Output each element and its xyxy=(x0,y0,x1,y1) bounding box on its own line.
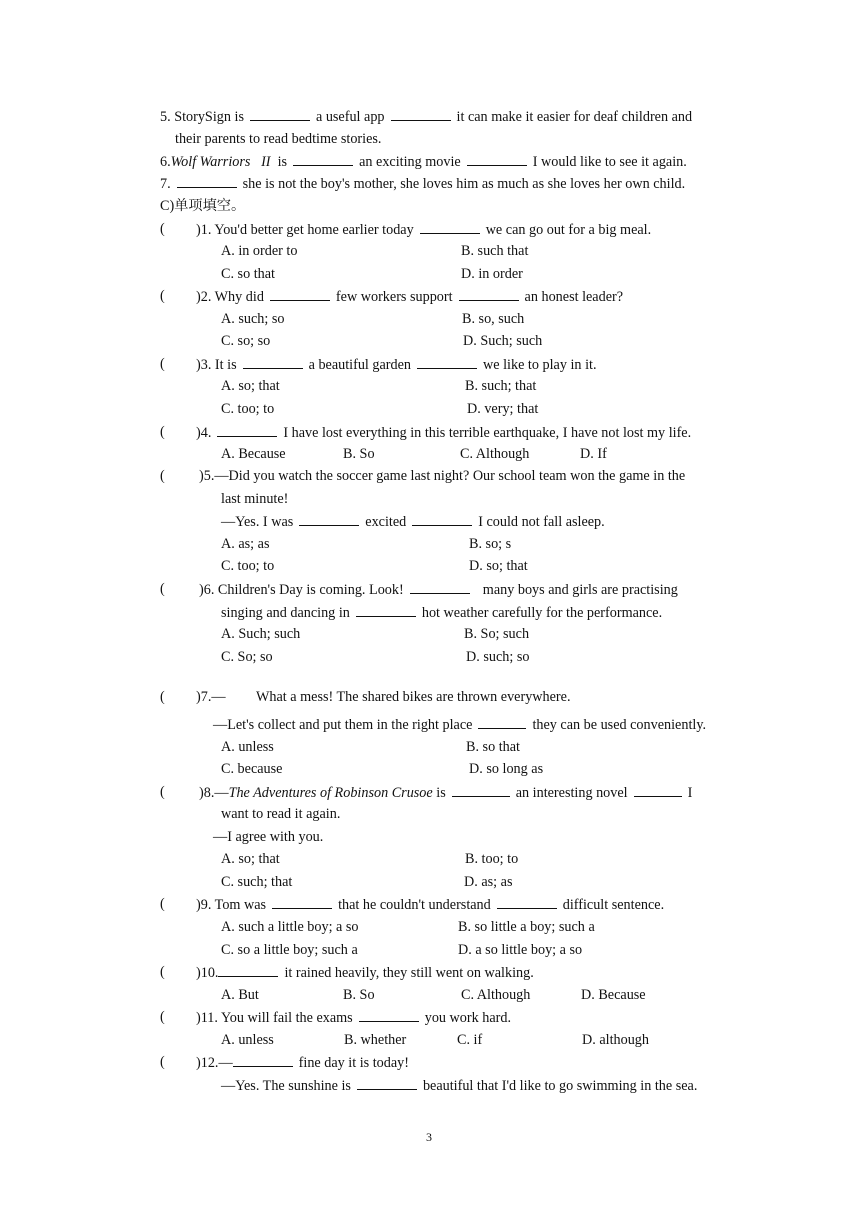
question-8-option-d: D. as; as xyxy=(464,874,513,890)
question-6-option-a: A. Such; such xyxy=(221,626,301,642)
question-6-stem-cont: singing and dancing in hot weather carefully for the performance. xyxy=(221,605,663,621)
question-6-option-d: D. such; so xyxy=(466,649,530,665)
question-12-paren: ( xyxy=(160,1054,165,1070)
question-6-option-b: B. So; such xyxy=(464,626,530,642)
question-2-option-c: C. so; so xyxy=(221,333,271,349)
question-4-stem: )4. I have lost everything in this terrible earthquake, I have not lost my life. xyxy=(196,425,692,441)
question-5-option-c: C. too; to xyxy=(221,558,275,574)
question-7-reply: —Let's collect and put them in the right place they can be used conveniently. xyxy=(213,717,707,733)
section-c-title: C)单项填空。 xyxy=(160,198,246,214)
question-9-stem: )9. Tom was that he couldn't understand difficult sentence. xyxy=(196,897,665,913)
question-1-option-d: D. in order xyxy=(461,266,523,282)
question-5-reply: —Yes. I was excited I could not fall asleep. xyxy=(221,514,605,530)
question-9-option-c: C. so a little boy; such a xyxy=(221,942,358,958)
question-8-option-c: C. such; that xyxy=(221,874,293,890)
question-10-option-d: D. Because xyxy=(581,987,646,1003)
question-8-reply: —I agree with you. xyxy=(213,829,324,845)
question-9-option-d: D. a so little boy; a so xyxy=(458,942,583,958)
question-4-option-c: C. Although xyxy=(460,446,530,462)
question-1-stem: )1. You'd better get home earlier today we can go out for a big meal. xyxy=(196,222,652,238)
q5-line1: 5. StorySign is a useful app it can make it easier for deaf children and xyxy=(160,109,693,125)
question-9-paren: ( xyxy=(160,896,165,912)
question-1-option-c: C. so that xyxy=(221,266,275,282)
question-4-paren: ( xyxy=(160,424,165,440)
question-11-paren: ( xyxy=(160,1009,165,1025)
question-7-stem-text: What a mess! The shared bikes are thrown everywhere. xyxy=(256,689,571,705)
question-4-option-d: D. If xyxy=(580,446,607,462)
question-6-stem: )6. Children's Day is coming. Look! many boys and girls are practising xyxy=(199,582,678,598)
question-1-option-a: A. in order to xyxy=(221,243,298,259)
question-8-option-b: B. too; to xyxy=(465,851,519,867)
question-10-option-a: A. But xyxy=(221,987,259,1003)
question-5-stem-cont: last minute! xyxy=(221,491,289,507)
question-7-option-c: C. because xyxy=(221,761,283,777)
question-2-option-d: D. Such; such xyxy=(463,333,543,349)
question-10-option-c: C. Although xyxy=(461,987,531,1003)
question-8-paren: ( xyxy=(160,784,165,800)
question-3-stem: )3. It is a beautiful garden we like to play in it. xyxy=(196,357,597,373)
question-5-stem: )5.—Did you watch the soccer game last night? Our school team won the game in the xyxy=(199,468,686,484)
question-9-option-a: A. such a little boy; a so xyxy=(221,919,359,935)
question-3-option-a: A. so; that xyxy=(221,378,280,394)
question-7-option-a: A. unless xyxy=(221,739,274,755)
question-2-stem: )2. Why did few workers support an honest leader? xyxy=(196,289,624,305)
page-number: 3 xyxy=(426,1130,432,1144)
q5-line2: their parents to read bedtime stories. xyxy=(175,131,382,147)
question-11-option-d: D. although xyxy=(582,1032,649,1048)
question-7-option-d: D. so long as xyxy=(469,761,544,777)
question-11-stem: )11. You will fail the exams you work hard. xyxy=(196,1010,512,1026)
question-12-reply: —Yes. The sunshine is beautiful that I'd like to go swimming in the sea. xyxy=(221,1078,698,1094)
question-7-paren: ( xyxy=(160,689,165,705)
question-6-paren: ( xyxy=(160,581,165,597)
question-1-option-b: B. such that xyxy=(461,243,529,259)
question-3-option-d: D. very; that xyxy=(467,401,539,417)
question-5-option-a: A. as; as xyxy=(221,536,270,552)
q6-line: 6.Wolf Warriors II is an exciting movie I would like to see it again. xyxy=(160,154,687,170)
question-11-option-a: A. unless xyxy=(221,1032,274,1048)
question-7-option-b: B. so that xyxy=(466,739,520,755)
question-4-option-b: B. So xyxy=(343,446,375,462)
question-11-option-c: C. if xyxy=(457,1032,483,1048)
question-4-option-a: A. Because xyxy=(221,446,286,462)
question-1-paren: ( xyxy=(160,221,165,237)
question-2-option-a: A. such; so xyxy=(221,311,285,327)
question-10-paren: ( xyxy=(160,964,165,980)
question-2-option-b: B. so, such xyxy=(462,311,525,327)
question-10-stem: )10. it rained heavily, they still went on walking. xyxy=(196,965,534,981)
question-5-option-b: B. so; s xyxy=(469,536,512,552)
question-2-paren: ( xyxy=(160,288,165,304)
question-5-paren: ( xyxy=(160,468,165,484)
q7-line: 7. she is not the boy's mother, she loves him as much as she loves her own child. xyxy=(160,176,686,192)
question-9-option-b: B. so little a boy; such a xyxy=(458,919,595,935)
question-7-stem: )7.— xyxy=(196,689,226,705)
question-12-stem: )12.— fine day it is today! xyxy=(196,1055,409,1071)
question-8-option-a: A. so; that xyxy=(221,851,280,867)
question-10-option-b: B. So xyxy=(343,987,375,1003)
question-11-option-b: B. whether xyxy=(344,1032,407,1048)
question-8-stem: )8.—The Adventures of Robinson Crusoe is an interesting novel I xyxy=(199,785,693,801)
question-3-option-b: B. such; that xyxy=(465,378,537,394)
question-5-option-d: D. so; that xyxy=(469,558,528,574)
question-3-option-c: C. too; to xyxy=(221,401,275,417)
question-6-option-c: C. So; so xyxy=(221,649,273,665)
question-3-paren: ( xyxy=(160,356,165,372)
question-8-stem-cont: want to read it again. xyxy=(221,806,341,822)
